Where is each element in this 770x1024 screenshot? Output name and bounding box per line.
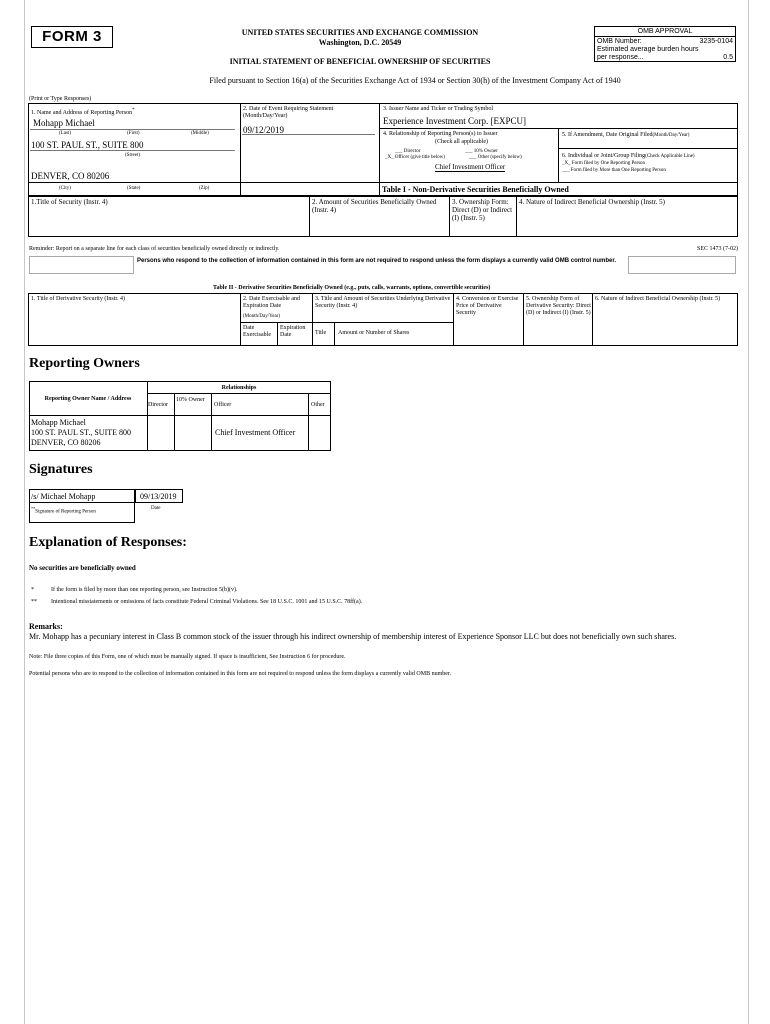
- table2-date-exercisable: Date Exercisable: [243, 325, 271, 338]
- reporting-owners-heading: Reporting Owners: [29, 356, 140, 371]
- table2-amount-col: Amount or Number of Shares: [338, 330, 410, 336]
- table2-col5: 5. Ownership Form of Derivative Security: Direct (D) or Indirect (I) (Instr. 5): [526, 296, 591, 316]
- issuer-label: 3. Issuer Name and Ticker or Trading Symbol: [383, 106, 493, 112]
- omb-burden-label: Estimated average burden hours per response...: [597, 46, 699, 61]
- table1: [28, 196, 738, 237]
- table1-col3: 3. Ownership Form: Direct (D) or Indirect (I) (Instr. 5): [450, 197, 517, 237]
- agency-title: UNITED STATES SECURITIES AND EXCHANGE COMMISSION: [241, 28, 479, 37]
- street-label: (Street): [125, 153, 140, 158]
- table2-col3: 3. Title and Amount of Securities Underlying Derivative Security (Instr. 4): [315, 296, 451, 309]
- officer-option: _X_ Officer (give title below): [385, 155, 445, 160]
- zip-label: (Zip): [199, 186, 210, 191]
- statement-title: INITIAL STATEMENT OF BENEFICIAL OWNERSHIP OF SECURITIES: [229, 57, 491, 66]
- reporting-person-street: 100 ST. PAUL ST., SUITE 800: [31, 140, 144, 150]
- footnote-1-mark: *: [31, 587, 34, 593]
- middle-label: (Middle): [191, 131, 209, 136]
- other-option: ___ Other (specify below): [469, 155, 522, 160]
- last-label: (Last): [59, 131, 71, 136]
- sec-number: SEC 1473 (7-02): [697, 246, 738, 252]
- table2-col2-sub: (Month/Day/Year): [243, 314, 280, 319]
- table2-col4: 4. Conversion or Exercise Price of Derivative Security: [456, 296, 519, 316]
- remarks-label: Remarks:: [29, 622, 63, 631]
- footnote-1: If the form is filed by more than one reporting person, see Instruction 5(b)(v).: [51, 587, 238, 593]
- reminder-left-box: [29, 256, 134, 274]
- relationships-header: Relationships: [221, 385, 257, 391]
- signature-label: **Signature of Reporting Person: [31, 506, 96, 515]
- reminder-right-box: [628, 256, 736, 274]
- director-header: Director: [148, 402, 168, 408]
- individual-filing-label: 6. Individual or Joint/Group Filing(Check Applicable Line): [562, 153, 695, 159]
- omb-number-value: 3235-0104: [699, 38, 733, 45]
- no-securities-note: No securities are beneficially owned: [29, 564, 136, 572]
- footnote-2: Intentional misstatements or omissions of facts constitute Federal Criminal Violations. See 18 U.S.C. 1001 and 15 U.S.C. 78ff(a).: [51, 599, 363, 605]
- omb-burden-value: 0.5: [723, 54, 733, 61]
- signatures-heading: Signatures: [29, 462, 93, 477]
- owner-name-header: Reporting Owner Name / Address: [44, 396, 132, 402]
- table2-col2: 2. Date Exercisable and Expiration Date: [243, 296, 300, 309]
- omb-title: OMB APPROVAL: [637, 28, 693, 35]
- reporting-person-label: 1. Name and Address of Reporting Person*: [31, 108, 135, 116]
- table2-title: Table II - Derivative Securities Beneficially Owned (e.g., puts, calls, warrants, options, convertible securities): [213, 285, 491, 291]
- owner-officer-title: Chief Investment Officer: [215, 428, 296, 437]
- print-type-note: (Print or Type Responses): [29, 96, 92, 102]
- filed-pursuant: Filed pursuant to Section 16(a) of the Securities Exchange Act of 1934 or Section 30(h) of the Investment Company Act of 1940: [209, 76, 621, 85]
- explanation-heading: Explanation of Responses:: [29, 535, 187, 550]
- form-page: [24, 0, 749, 1024]
- relationship-label: 4. Relationship of Reporting Person(s) to Issuer: [383, 131, 498, 137]
- table1-title: Table I - Non-Derivative Securities Beneficially Owned: [382, 185, 569, 194]
- other-header: Other: [311, 402, 325, 408]
- footnote-2-mark: **: [31, 599, 37, 605]
- ten-pct-header: 10% Owner: [176, 397, 205, 403]
- state-label: (State): [127, 186, 141, 191]
- city-label: (City): [59, 186, 71, 191]
- relationship-check-all: (Check all applicable): [435, 139, 488, 145]
- table1-col4: 4. Nature of Indirect Beneficial Ownership (Instr. 5): [517, 197, 738, 237]
- issuer-name: Experience Investment Corp. [EXPCU]: [383, 116, 526, 126]
- reporting-person-name: Mohapp Michael: [33, 118, 95, 128]
- table2-col6: 6. Nature of Indirect Beneficial Ownership (Instr. 5): [595, 296, 721, 302]
- officer-header: Officer: [214, 402, 232, 408]
- omb-number-label: OMB Number:: [597, 38, 642, 45]
- potential-persons-note: Potential persons who are to respond to the collection of information contained in this form are not required to respond unless the form displays a currently valid OMB number.: [29, 671, 452, 677]
- signature-value: /s/ Michael Mohapp: [31, 492, 96, 501]
- ten-pct-option: ___ 10% Owner: [465, 149, 498, 154]
- one-person-option: _X_ Form filed by One Reporting Person: [562, 161, 646, 166]
- table1-col1: 1.Title of Security (Instr. 4): [29, 197, 310, 237]
- more-persons-option: ___ Form filed by More than One Reporting Person: [562, 168, 666, 173]
- owner-city: DENVER, CO 80206: [31, 438, 101, 447]
- director-option: ___ Director: [395, 149, 421, 154]
- table2-col1: 1. Title of Derivative Security (Instr. 4): [31, 296, 125, 302]
- event-date-label: 2. Date of Event Requiring Statement (Month/Day/Year): [243, 106, 334, 119]
- signature-date: 09/13/2019: [140, 492, 177, 501]
- reminder-text: Reminder: Report on a separate line for each class of securities beneficially owned directly or indirectly.: [29, 246, 280, 252]
- first-label: (First): [127, 131, 140, 136]
- event-date: 09/12/2019: [243, 125, 285, 135]
- officer-title: Chief Investment Officer: [435, 163, 506, 171]
- form-label: FORM 3: [31, 26, 113, 48]
- table2-expiration-date: Expiration Date: [280, 325, 306, 338]
- omb-notice: Persons who respond to the collection of information contained in this form are not required to respond unless the form displays a currently valid OMB control number.: [137, 258, 617, 264]
- table1-col2: 2. Amount of Securities Beneficially Owned (Instr. 4): [310, 197, 450, 237]
- table2-title-col: Title: [315, 330, 327, 336]
- amendment-label: 5. If Amendment, Date Original Filed(Month/Day/Year): [562, 132, 690, 138]
- omb-approval-box: [594, 26, 736, 62]
- reporting-person-city: DENVER, CO 80206: [31, 171, 110, 181]
- note-copies: Note: File three copies of this Form, one of which must be manually signed. If space is insufficient, See Instruction 6 for procedure.: [29, 654, 346, 660]
- owner-street: 100 ST. PAUL ST., SUITE 800: [31, 428, 132, 437]
- remarks-text: Mr. Mohapp has a pecuniary interest in Class B common stock of the issuer through his indirect ownership of membership interest of Experience Sponsor LLC but does not beneficially own such shares.: [29, 632, 677, 641]
- agency-city: Washington, D.C. 20549: [318, 38, 402, 47]
- owner-name: Mohapp Michael: [31, 418, 86, 427]
- date-label: Date: [151, 506, 161, 511]
